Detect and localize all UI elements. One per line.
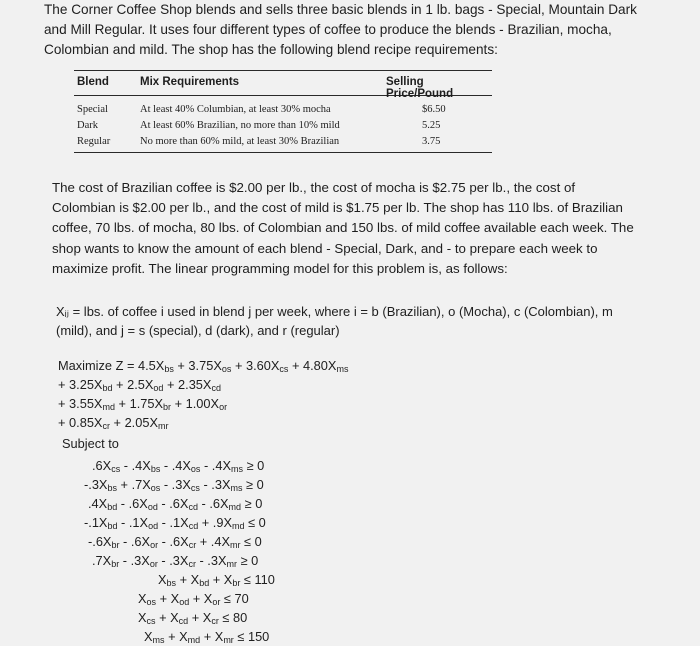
cell-mix: No more than 60% mild, at least 30% Brazilian: [140, 136, 340, 147]
table-row: [74, 104, 492, 118]
constraint-line: $X_{os} + X_{od} + X_{or} \le 70$: [138, 591, 249, 607]
constraint-line: $-.3X_{bs} + .7X_{os} - .3X_{cs} - .3X_{ms} \ge 0$: [84, 477, 264, 493]
cell-mix: At least 40% Columbian, at least 30% mocha: [140, 104, 331, 115]
table-header: [74, 70, 492, 100]
header-selling-price: Selling Price/Pound: [386, 76, 454, 100]
cost-line: Colombian is $2.00 per lb., and the cost of mild is $1.75 per lb. The shop has 110 lbs. of Brazilian: [52, 200, 623, 216]
constraint-line: $-.1X_{bd} - .1X_{od} - .1X_{cd} + .9X_{md} \le 0$: [84, 515, 266, 531]
cost-paragraph: [52, 178, 642, 279]
cost-line: coffee, 70 lbs. of mocha, 80 lbs. of Colombian and 150 lbs. of mild coffee available each week. The: [52, 220, 634, 236]
intro-line: and Mill Regular. It uses four different types of coffee to produce the blends - Brazilian, mocha,: [44, 22, 612, 37]
intro-paragraph: [44, 0, 674, 60]
cost-line: maximize profit. The linear programming model for this problem is, as follows:: [52, 260, 508, 276]
header-mix-requirements: Mix Requirements: [140, 76, 240, 88]
cell-price: $6.50: [422, 104, 446, 115]
cell-price: 3.75: [422, 136, 441, 147]
intro-line: The Corner Coffee Shop blends and sells three basic blends in 1 lb. bags - Special, Mountain Dark: [44, 2, 637, 17]
constraint-line: $.4X_{bd} - .6X_{od} - .6X_{cd} - .6X_{md} \ge 0$: [88, 496, 263, 512]
constraint-line: $X_{cs} + X_{cd} + X_{cr} \le 80$: [138, 610, 248, 626]
constraint-line: $.6X_{cs} - .4X_{bs} - .4X_{os} - .4X_{ms} \ge 0$: [92, 458, 265, 474]
objective-line: + $0.85X_{cr} + 2.05X_{mr}$: [58, 415, 169, 431]
table-row: [74, 120, 492, 134]
cell-price: 5.25: [422, 120, 441, 131]
cell-blend: Dark: [77, 120, 98, 131]
objective-line: + $3.55X_{md} + 1.75X_{br} + 1.00X_{or}$: [58, 396, 228, 412]
blend-requirements-table: [74, 70, 492, 153]
variable-definition: [56, 302, 646, 340]
definition-line: Xᵢⱼ = lbs. of coffee i used in blend j per week, where i = b (Brazilian), o (Mocha), c (Colombian), m: [56, 304, 613, 319]
subject-to-label: Subject to: [62, 436, 119, 451]
constraint-line: $X_{ms} + X_{md} + X_{mr} \le 150$: [144, 629, 270, 645]
intro-line: Colombian and mild. The shop has the following blend recipe requirements:: [44, 42, 498, 57]
header-blend: Blend: [77, 76, 109, 88]
cell-blend: Regular: [77, 136, 111, 147]
constraint-line: $.7X_{br} - .3X_{or} - .3X_{cr} - .3X_{mr} \ge 0$: [92, 553, 259, 569]
constraint-line: $-.6X_{br} - .6X_{or} - .6X_{cr} + .4X_{mr} \le 0$: [88, 534, 262, 550]
cost-line: The cost of Brazilian coffee is $2.00 per lb., the cost of mocha is $2.75 per lb., the cost of: [52, 180, 576, 195]
objective-line: Maximize $Z = 4.5X_{bs} + 3.75X_{os} + 3.60X_{cs} + 4.80X_{ms}$: [58, 358, 349, 374]
table-row: [74, 136, 492, 150]
definition-line: (mild), and j = s (special), d (dark), and r (regular): [56, 323, 340, 338]
constraint-line: $X_{bs} + X_{bd} + X_{br} \le 110$: [158, 572, 275, 588]
objective-line: + $3.25X_{bd} + 2.5X_{od} + 2.35X_{cd}$: [58, 377, 221, 393]
cell-blend: Special: [77, 104, 108, 115]
cell-mix: At least 60% Brazilian, no more than 10% mild: [140, 120, 340, 131]
table-body: [74, 96, 492, 153]
cost-line: shop wants to know the amount of each blend - Special, Dark, and - to prepare each week to: [52, 240, 598, 256]
